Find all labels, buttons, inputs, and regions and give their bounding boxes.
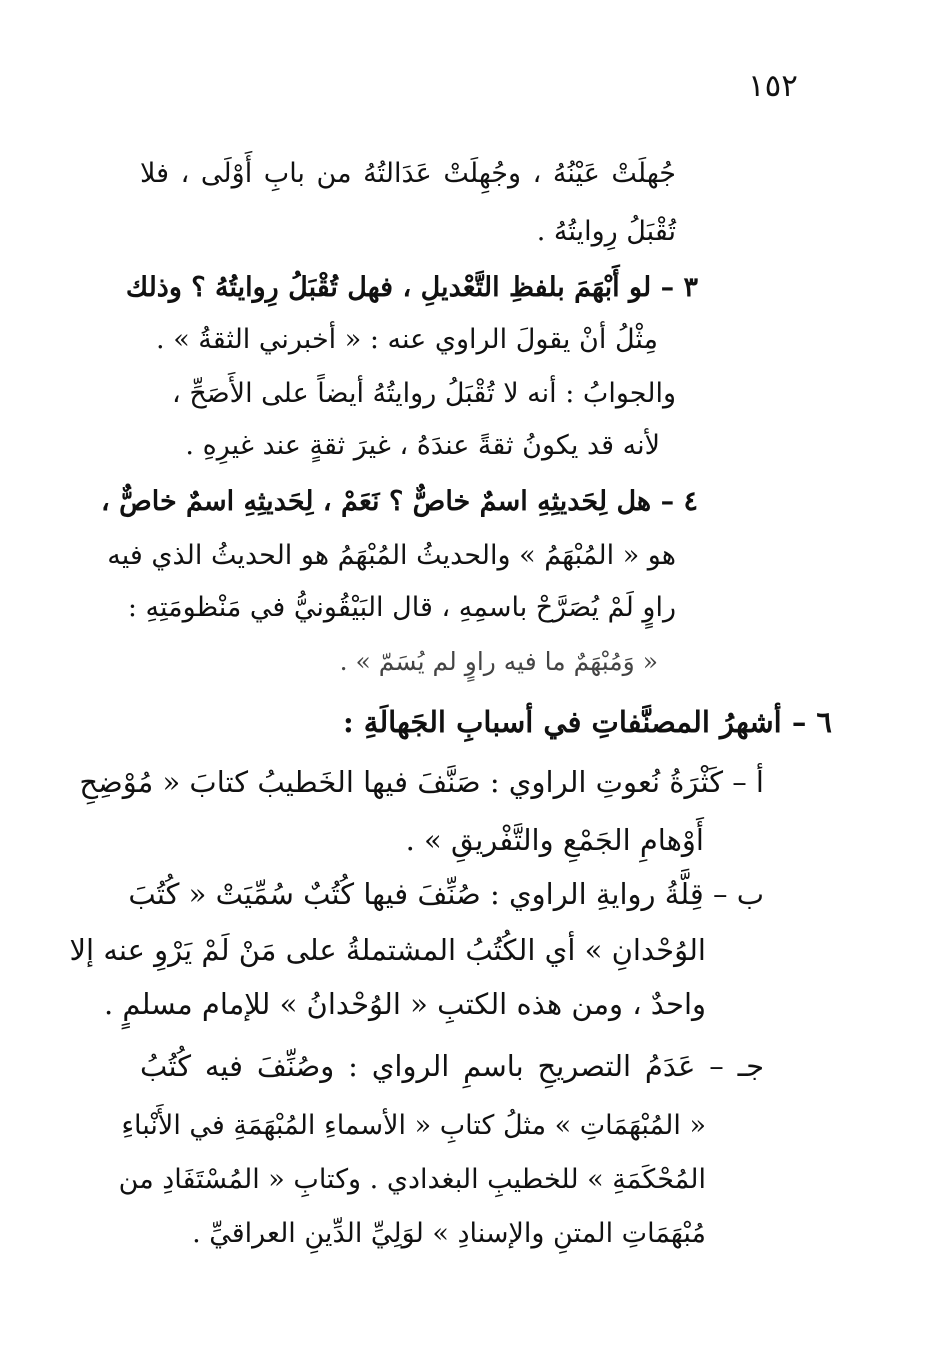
numbered-question-4: ٤ – هل لِحَديثِهِ اسمٌ خاصٌّ ؟ نَعَمْ ، لِحَديثِهِ اسمٌ خاصٌّ ، (100, 486, 698, 517)
text-line: تُقْبَلُ رِوايتُهُ . (536, 216, 676, 247)
text-line: المُحْكَمَةِ » للخطيبِ البغدادي . وكتابِ « المُسْتَفَادِ من (118, 1164, 706, 1195)
page-number: ١٥٢ (748, 68, 798, 104)
text-line: هو « المُبْهَمُ » والحديثُ المُبْهَمُ هو الحديثُ الذي فيه (107, 540, 676, 571)
item-c: جـ – عَدَمُ التصريحِ باسمِ الرواي : وصُنِّفَ فيه كُتُبُ (140, 1049, 764, 1083)
text-line: مُبْهَمَاتِ المتنِ والإسنادِ » لوَلِيِّ الدِّينِ العراقيِّ . (192, 1218, 706, 1249)
text-line: راوٍ لَمْ يُصَرَّحْ باسمِهِ ، قال البَيْقُونيُّ في مَنْظومَتِهِ : (127, 592, 676, 623)
text-line: جُهلَتْ عَيْنُهُ ، وجُهِلَتْ عَدَالتُهُ من بابِ أَوْلَى ، فلا (140, 158, 676, 189)
text-line: لأنه قد يكونُ ثقةً عندَهُ ، غيرَ ثقةٍ عند غيرِهِ . (185, 430, 660, 461)
item-b: ب – قِلَّةُ روايةِ الراوي : صُنِّفَ فيها كُتُبٌ سُمِّيَتْ « كُتُبَ (128, 877, 764, 911)
text-line: والجوابُ : أنه لا تُقْبَلُ روايتُهُ أيضاً على الأَصَحِّ ، (172, 378, 676, 409)
text-line: « المُبْهَمَاتِ » مثلُ كتابِ « الأسماءِ المُبْهَمَةِ في الأَنْباءِ (121, 1110, 706, 1141)
numbered-question-3: ٣ – لو أَبْهَمَ بلفظِ التَّعْديلِ ، فهل تُقْبَلُ رِوايتُهُ ؟ وذلك (125, 272, 698, 303)
section-heading-6: ٦ – أشهرُ المصنَّفاتِ في أسبابِ الجَهالَةِ : (342, 705, 832, 739)
text-line: واحدٌ ، ومن هذه الكتبِ « الوُحْدانُ » للإمام مسلمٍ . (103, 987, 706, 1021)
text-line: أَوْهامِ الجَمْعِ والتَّفْريقِ » . (405, 823, 704, 857)
text-line: مِثْلُ أنْ يقولَ الراوي عنه : « أخبرني الثقةُ » . (156, 324, 658, 355)
verse-quote: « وَمُبْهَمٌ ما فيه راوٍ لم يُسَمّ » . (339, 647, 658, 676)
text-line: الوُحْدانِ » أي الكُتُبُ المشتملةُ على مَنْ لَمْ يَرْوِ عنه إلا (69, 933, 706, 967)
item-a: أ – كَثْرَةُ نُعوتِ الراوي : صَنَّفَ فيها الخَطيبُ كتابَ « مُوْضِحِ (79, 765, 764, 799)
